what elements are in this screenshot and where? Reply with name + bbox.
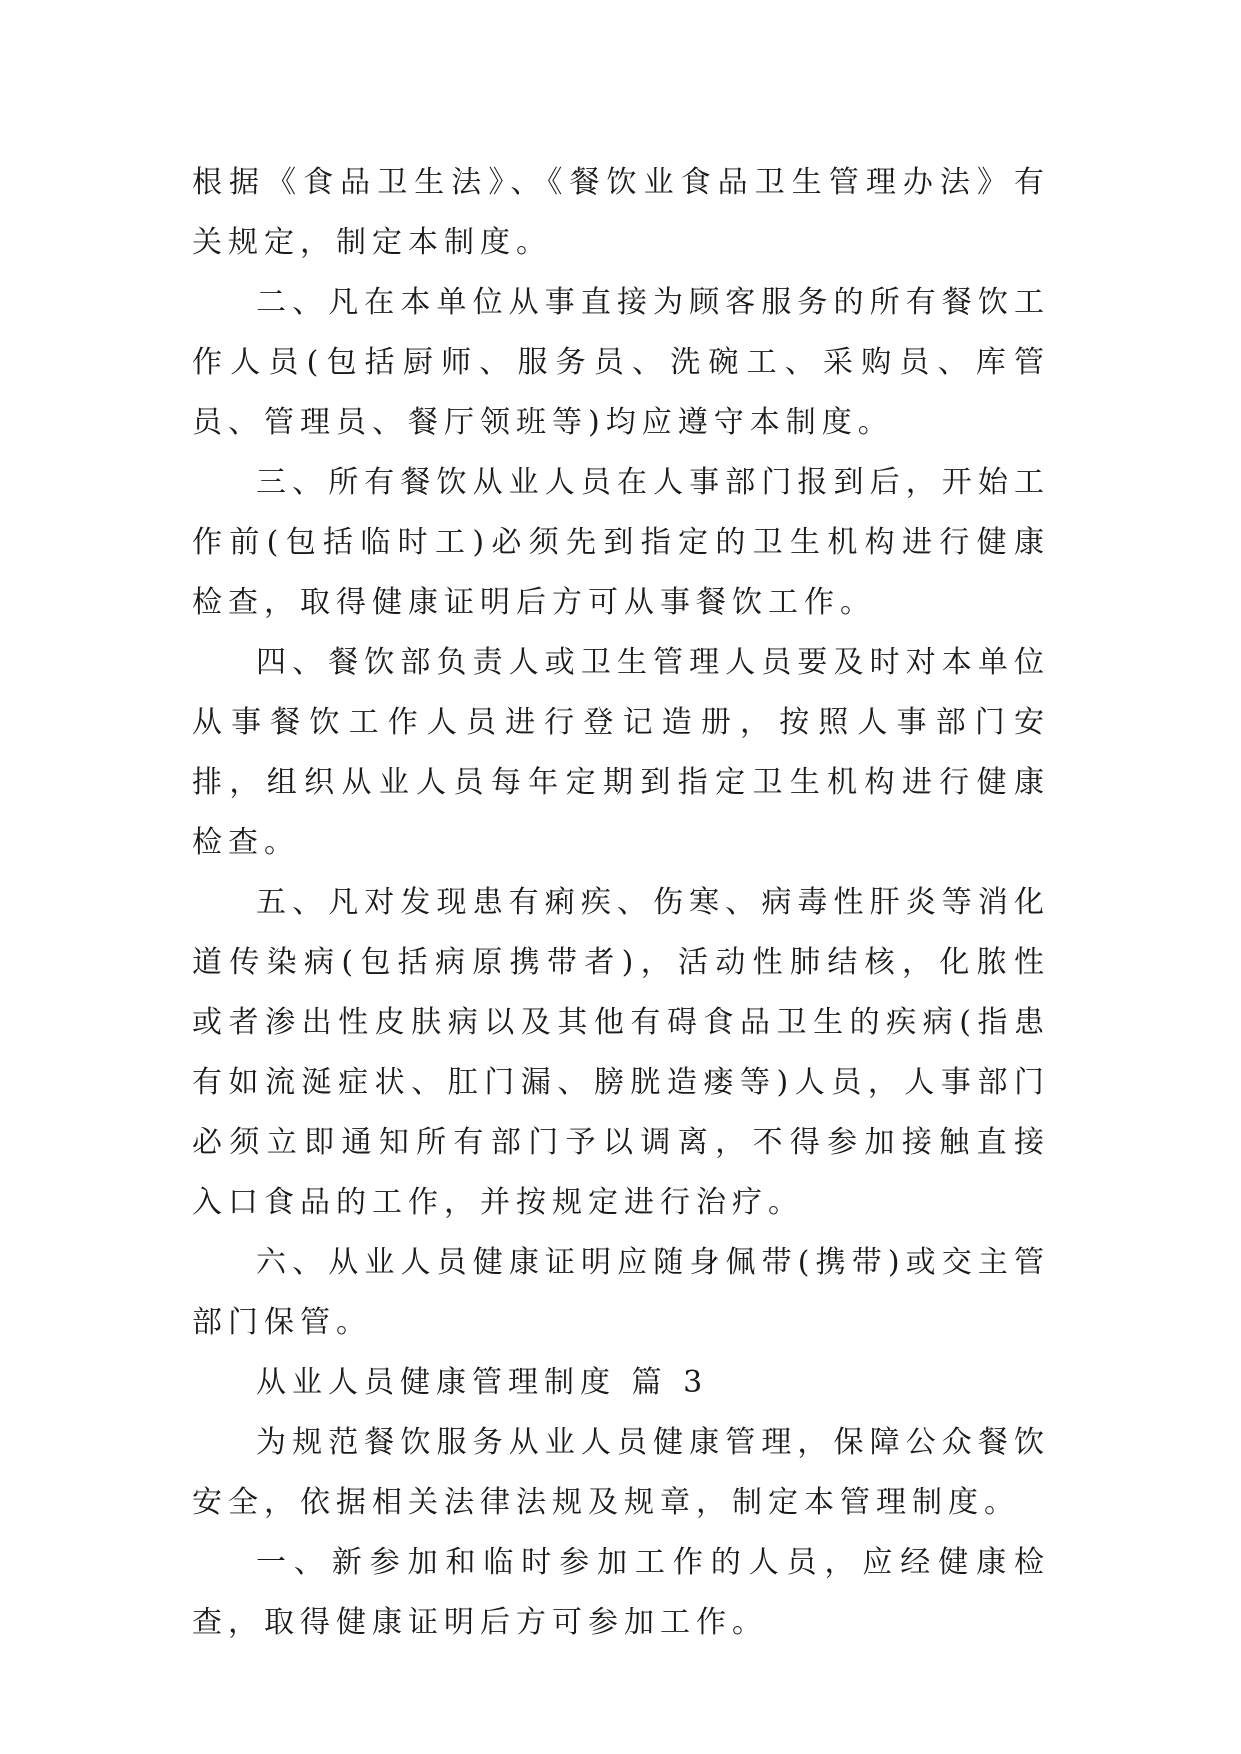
paragraph-article-4: 四、餐饮部负责人或卫生管理人员要及时对本单位从事餐饮工作人员进行登记造册，按照人事部门安排，组织从业人员每年定期到指定卫生机构进行健康检查。: [192, 645, 1050, 860]
document-body: [192, 153, 1050, 1653]
paragraph-section3-intro: 为规范餐饮服务从业人员健康管理，保障公众餐饮安全，依据相关法律法规及规章，制定本管理制度。: [192, 1425, 1050, 1520]
paragraph-article-6: 六、从业人员健康证明应随身佩带(携带)或交主管部门保管。: [192, 1245, 1050, 1340]
paragraph-article-2: 二、凡在本单位从事直接为顾客服务的所有餐饮工作人员(包括厨师、服务员、洗碗工、采购员、库管员、管理员、餐厅领班等)均应遵守本制度。: [192, 285, 1050, 440]
section-heading: 从业人员健康管理制度 篇 3: [256, 1365, 709, 1400]
paragraph-section3-article-1: 一、新参加和临时参加工作的人员，应经健康检查，取得健康证明后方可参加工作。: [192, 1545, 1050, 1640]
paragraph-intro: 根据《食品卫生法》、《餐饮业食品卫生管理办法》有关规定，制定本制度。: [192, 165, 1050, 260]
paragraph-article-5: 五、凡对发现患有痢疾、伤寒、病毒性肝炎等消化道传染病(包括病原携带者)，活动性肺结核，化脓性或者渗出性皮肤病以及其他有碍食品卫生的疾病(指患有如流涎症状、肛门漏、膀胱造瘘等)人员，人事部门必须立即通知所有部门予以调离，不得参加接触直接入口食品的工作，并按规定进行治疗。: [192, 885, 1050, 1220]
paragraph-article-3: 三、所有餐饮从业人员在人事部门报到后，开始工作前(包括临时工)必须先到指定的卫生机构进行健康检查，取得健康证明后方可从事餐饮工作。: [192, 465, 1050, 620]
